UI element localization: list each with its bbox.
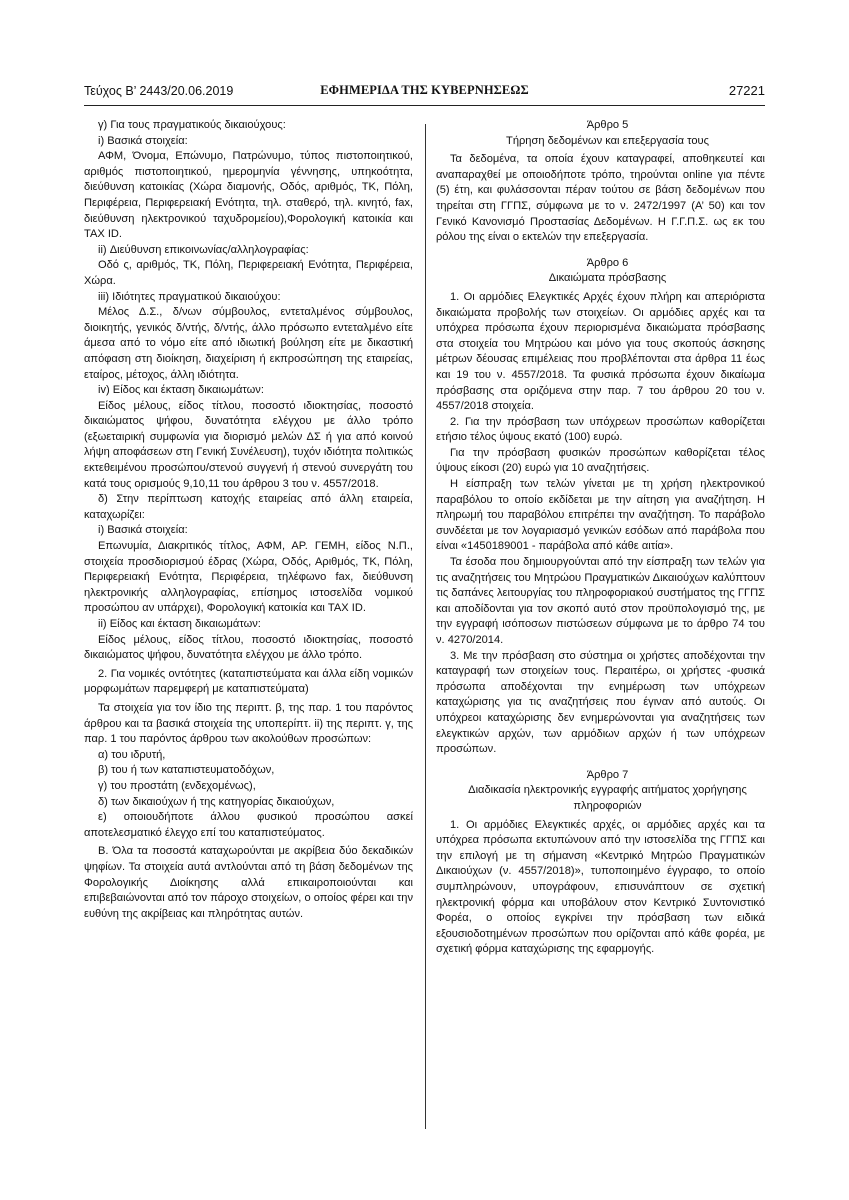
article-title: Δικαιώματα πρόσβασης <box>548 272 667 285</box>
paragraph: iii) Ιδιότητες πραγματικού δικαιούχου: <box>98 290 281 303</box>
paragraph: 2. Για νομικές οντότητες (καταπιστεύματα και άλλα είδη νομικών μορφωμάτων παρεμφερή με καταπιστεύματα) <box>84 667 413 696</box>
gazette-title: ΕΦΗΜΕΡΙΔΑ ΤΗΣ ΚΥΒΕΡΝΗΣΕΩΣ <box>320 83 529 97</box>
list-item: δ) των δικαιούχων ή της κατηγορίας δικαιούχων, <box>98 795 335 808</box>
left-column <box>84 118 413 922</box>
column-divider <box>425 124 426 1129</box>
page-number: 27221 <box>728 83 765 98</box>
list-item: ε) οποιουδήποτε άλλου φυσικού προσώπου ασκεί αποτελεσματικό έλεγχο επί του καταπιστεύματος. <box>84 811 413 839</box>
paragraph: γ) Για τους πραγματικούς δικαιούχους: <box>98 119 286 131</box>
header-rule <box>84 105 765 106</box>
paragraph: ΑΦΜ, Όνομα, Επώνυμο, Πατρώνυμο, τύπος πιστοποιητικού, αριθμός πιστοποιητικού, ημερομηνία γέννησης, υπηκοότητα, διεύθυνση κατοικίας (Χώρα διαμονής, Οδός, αριθμός, ΤΚ, Πόλη, Περιφέρεια, Περιφερειακή Ενότητα, τηλ. σταθερό, τηλ. κινητό, fax, διεύθυνση ηλεκτρονικού ταχυδρομείου),Φορολογική κατοικία και TAX ID. <box>84 150 413 241</box>
paragraph: Η είσπραξη των τελών γίνεται με τη χρήση ηλεκτρονικού παραβόλου το οποίο εκδίδεται με την αίτηση για αναζήτηση. Η πληρωμή του παραβόλου επιτρέπει την αναζήτηση. Το παράβολο συνδέεται με τον λογαριασμό γενικών εσόδων από παράβολα που είναι «1450189001 - παράβολα από κάθε αιτία». <box>436 478 765 553</box>
list-item: γ) του προστάτη (ενδεχομένως), <box>98 779 256 792</box>
article-heading: Άρθρο 5 <box>586 119 629 131</box>
article-title: Διαδικασία ηλεκτρονικής εγγραφής αιτήματος χορήγησης πληροφοριών <box>468 784 747 812</box>
paragraph: i) Βασικά στοιχεία: <box>98 134 188 147</box>
paragraph: Τα έσοδα που δημιουργούνται από την είσπραξη των τελών για τις αναζητήσεις του Μητρώου Πραγματικών Δικαιούχων καλύπτουν τις δαπάνες λειτουργίας του πληροφοριακού συστήματος της ΓΓΠΣ και αποδίδονται για τον σκοπό αυτό στον προϋπολογισμό της, με την εγγραφή ισόποσων πιστώσεων σύμφωνα με το άρθρο 74 του ν. 4270/2014. <box>436 556 765 646</box>
issue-label: Τεύχος Β’ 2443/20.06.2019 <box>84 84 234 98</box>
list-item: α) του ιδρυτή, <box>98 748 166 761</box>
paragraph: iv) Είδος και έκταση δικαιωμάτων: <box>98 384 264 397</box>
page-header <box>84 84 765 104</box>
list-item: β) του ή των καταπιστευματοδόχων, <box>98 764 275 777</box>
paragraph: ii) Είδος και έκταση δικαιωμάτων: <box>98 618 261 630</box>
right-column <box>436 118 765 958</box>
paragraph: Επωνυμία, Διακριτικός τίτλος, ΑΦΜ, ΑΡ. ΓΕΜΗ, είδος Ν.Π., στοιχεία προσδιορισμού έδρας (Χώρα, Οδός, Αριθμός, ΤΚ, Πόλη, Περιφερειακή Ενότητα, Περιφέρεια, τηλέφωνο fax, διεύθυνση ηλεκτρονικής αλληλογραφίας, επίσημος ιστοσελίδα νομικού προσώπου αν υπάρχει), Φορολογική κατοικία και TAX ID. <box>84 540 413 615</box>
paragraph: δ) Στην περίπτωση κατοχής εταιρείας από άλλη εταιρεία, καταχωρίζει: <box>84 493 413 521</box>
paragraph: Είδος μέλους, είδος τίτλου, ποσοστό ιδιοκτησίας, ποσοστό δικαιώματος ψήφου, δυνατότητα ελέγχου με άλλο τρόπο (εξωεταιρική συμφωνία για διορισμό μελών ΔΣ ή για από κοινού λήψη αποφάσεων στη Γενική Συνέλευση), τυχόν ιδιότητα πολιτικώς εκτεθειμένου προσώπου/στενού συγγενή ή στενού συνεργάτη του κατά τους ορισμούς 9,10,11 του άρθρου 3 του ν. 4557/2018. <box>84 399 413 490</box>
paragraph: ii) Διεύθυνση επικοινωνίας/αλληλογραφίας: <box>98 243 309 256</box>
paragraph: Οδό ς, αριθμός, ΤΚ, Πόλη, Περιφερειακή Ενότητα, Περιφέρεια, Χώρα. <box>84 259 413 287</box>
paragraph: Για την πρόσβαση φυσικών προσώπων καθορίζεται τέλος ύψους είκοσι (20) ευρώ για 10 αναζητήσεις. <box>436 446 765 475</box>
article-heading: Άρθρο 7 <box>586 768 629 781</box>
paragraph: Τα δεδομένα, τα οποία έχουν καταγραφεί, αποθηκευτεί και αναπαραχθεί με οποιοδήποτε τρόπο, τηρούνται online για πέντε (5) έτη, και φυλάσσονται πέραν τούτου σε βάση δεδομένων που τηρείται στη ΓΓΠΣ, σύμφωνα με το ν. 2472/1997 (Α’ 50) και τον Γενικό Κανονισμό Προστασίας Δεδομένων. Η Γ.Γ.Π.Σ. ως εκ του ρόλου της είναι ο εκτελών την επεξεργασία. <box>436 153 765 244</box>
article-title: Τήρηση δεδομένων και επεξεργασία τους <box>506 134 709 147</box>
paragraph: 2. Για την πρόσβαση των υπόχρεων προσώπων καθορίζεται ετήσιο τέλος ύψους εκατό (100) ευρώ. <box>436 415 765 444</box>
paragraph: 1. Οι αρμόδιες Ελεγκτικές Αρχές έχουν πλήρη και απεριόριστα δικαιώματα προβολής των στοιχείων. Οι αρμόδιες αρχές και τα υπόχρεα πρόσωπα έχουν περιορισμένα δικαιώματα πρόσβασης στα στοιχεία του Μητρώου και μόνο για τους σκοπούς άσκησης μέτρων δέουσας επιμέλειας που προβλέπονται στα άρθρα 11 έως και 19 του ν. 4557/2018. Τα φυσικά πρόσωπα έχουν δικαίωμα πρόσβασης στα οριζόμενα στην παρ. 7 του άρθρου 20 του ν. 4557/2018 στοιχεία. <box>436 290 765 413</box>
article-heading: Άρθρο 6 <box>586 256 629 269</box>
paragraph: Είδος μέλους, είδος τίτλου, ποσοστό ιδιοκτησίας, ποσοστό δικαιώματος ψήφου, δυνατότητα ελέγχου με άλλο τρόπο. <box>84 633 413 662</box>
paragraph: i) Βασικά στοιχεία: <box>98 524 188 537</box>
paragraph: Μέλος Δ.Σ., δ/νων σύμβουλος, εντεταλμένος σύμβουλος, διοικητής, γενικός δ/ντής, δ/ντής, άλλο πρόσωπο εντεταλμένο είτε άμεσα από το νόμο είτε από ιδιωτική βούληση είτε με δικαστική απόφαση στη διοίκηση, διαχείριση ή εκπροσώπηση της εταιρείας, εταίρος, μέτοχος, άλλη ιδιότητα. <box>84 306 413 381</box>
paragraph: 1. Οι αρμόδιες Ελεγκτικές αρχές, οι αρμόδιες αρχές και τα υπόχρεα πρόσωπα εκτυπώνουν από την ιστοσελίδα της ΓΓΠΣ και την επιλογή με τη σήμανση «Κεντρικό Μητρώο Πραγματικών Δικαιούχων (ν. 4557/2018)», τυποποιημένο έγγραφο, το οποίο συμπληρώνουν, υπογράφουν, επισυνάπτουν σε σχετική ηλεκτρονική φόρμα και υποβάλουν στον Κεντρικό Συντονιστικό Φορέα, ο οποίος εγκρίνει την πρόσβαση των ειδικά εξουσιοδοτημένων προσώπων που ορίζονται από κάθε φορέα, με σχετική φόρμα καταχώρισης της εφαρμογής. <box>436 818 765 956</box>
paragraph: 3. Με την πρόσβαση στο σύστημα οι χρήστες αποδέχονται την καταγραφή των στοιχείων τους. Περαιτέρω, οι χρήστες -φυσικά πρόσωπα αποδέχονται την ενημέρωση των υπόχρεων καταχώρισης για τις αναζητήσεις που έγιναν από αυτούς. Οι υπόχρεοι καταχώρισης δεν ενημερώνονται για αναζητήσεις των ελεγκτικών αρχών, των αρμόδιων αρχών ή των υπόχρεων προσώπων. <box>436 649 765 756</box>
paragraph: Τα στοιχεία για τον ίδιο της περιπτ. β, της παρ. 1 του παρόντος άρθρου και τα βασικά στοιχεία της υποπερίπτ. ii) της περιπτ. γ, της παρ. 1 του παρόντος άρθρου των ακολούθων προσώπων: <box>84 701 413 746</box>
paragraph: Β. Όλα τα ποσοστά καταχωρούνται με ακρίβεια δύο δεκαδικών ψηφίων. Τα στοιχεία αυτά αντλούνται από τη βάση δεδομένων της Φορολογικής Διοίκησης αλλά επικαιροποιούνται και επιβεβαιώνονται από τον πάροχο στοιχείων, ο οποίος φέρει και την ευθύνη της ακρίβειας και πληρότητας αυτών. <box>84 845 413 920</box>
